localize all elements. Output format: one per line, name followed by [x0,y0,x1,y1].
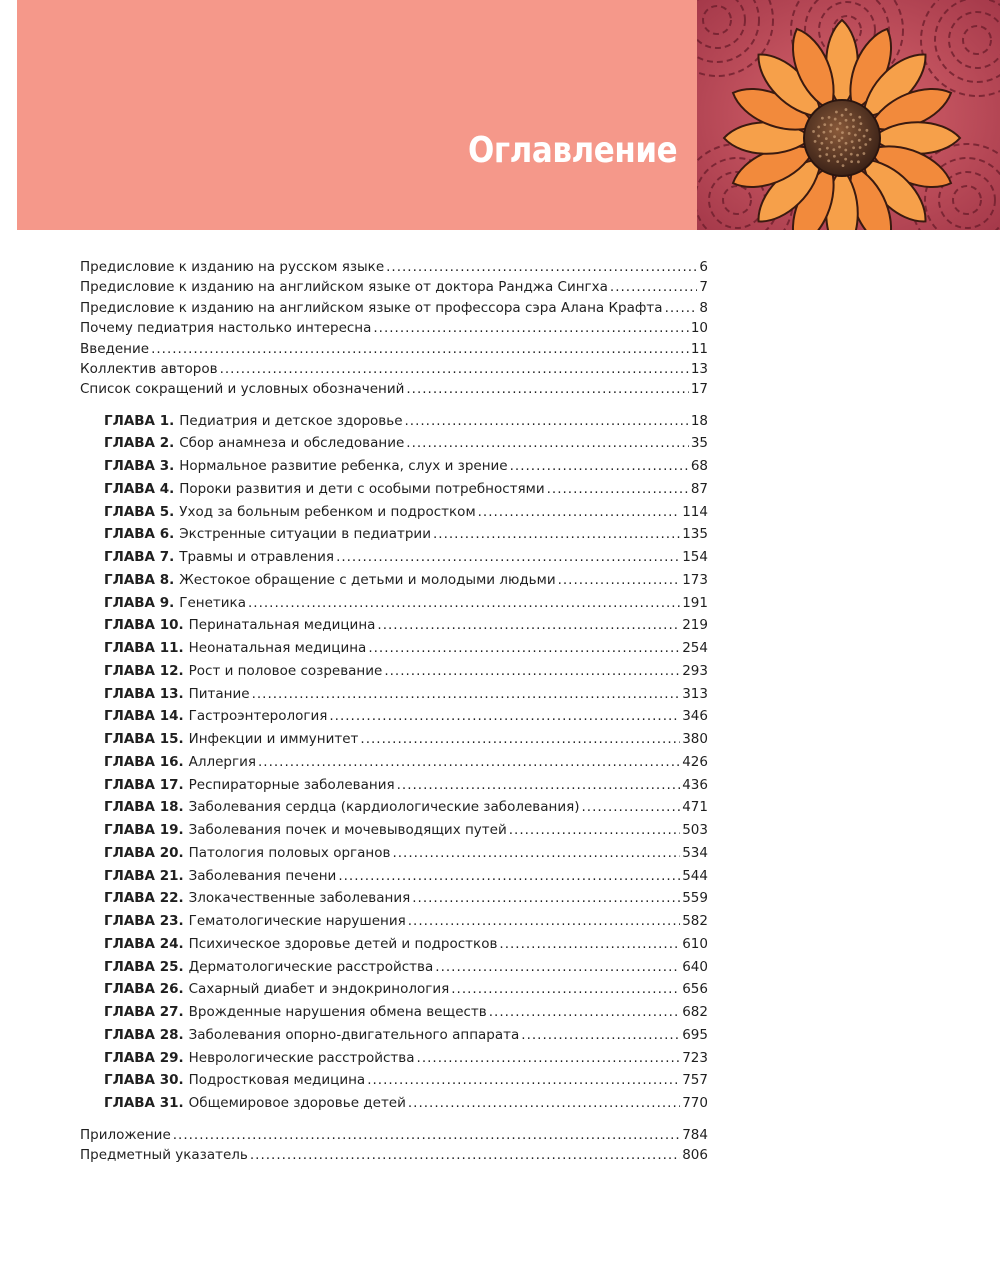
sunflower-illustration [697,0,1000,230]
dot-leader [377,614,680,637]
chapter-heading [104,774,395,797]
chapter-title: Инфекции и иммунитет [188,731,359,748]
chapter-number: ГЛАВА 23. [104,913,184,930]
dot-leader [451,978,680,1001]
page-number: 154 [682,549,708,566]
chapter-heading [104,660,382,683]
chapter-title: Неонатальная медицина [188,640,367,657]
chapter-title: Аллергия [188,753,256,770]
chapter-number: ГЛАВА 11. [104,640,184,657]
dot-leader [151,339,689,359]
dot-leader [252,683,681,706]
chapter-title: Травмы и отравления [179,549,335,566]
page-number: 471 [682,799,708,816]
chapter-title: Заболевания печени [188,867,337,884]
chapter-row[interactable] [80,432,708,455]
seed-dot [841,114,844,117]
toc-row[interactable] [80,339,708,359]
dot-leader [412,887,680,910]
chapter-title: Психическое здоровье детей и подростков [188,935,498,952]
seed-dot [852,119,855,122]
dot-leader [408,1092,680,1115]
chapter-number: ГЛАВА 25. [104,958,184,975]
chapter-heading [104,1024,519,1047]
dot-leader [406,379,688,399]
chapter-title: Нормальное развитие ребенка, слух и зрение [179,458,508,475]
seed-dot [829,130,832,133]
seed-dot [845,119,848,122]
chapter-row[interactable] [80,1069,708,1092]
page-number: 682 [682,1004,708,1021]
page-number: 10 [690,320,708,337]
seed-dot [849,113,852,116]
seed-dot [838,139,841,142]
chapter-heading [104,1069,365,1092]
chapter-heading [104,478,545,501]
header-band [17,0,697,230]
chapter-title: Педиатрия и детское здоровье [179,412,403,429]
front-matter-list [80,257,708,400]
toc-row[interactable] [80,379,708,399]
chapter-row[interactable] [80,614,708,637]
chapter-row[interactable] [80,978,708,1001]
seed-dot [865,129,868,132]
chapter-number: ГЛАВА 15. [104,731,184,748]
seed-dot [858,116,861,119]
seed-dot [828,116,831,119]
chapter-title: Неврологические расстройства [188,1049,415,1066]
page-number: 656 [682,981,708,998]
chapter-heading [104,887,410,910]
page-number: 6 [699,258,708,275]
seed-dot [854,134,857,137]
toc-label: Приложение [80,1126,171,1143]
chapter-title: Генетика [179,594,246,611]
dot-leader [499,933,680,956]
chapter-heading [104,751,256,774]
chapter-row[interactable] [80,501,708,524]
page-number: 723 [682,1049,708,1066]
chapter-row[interactable] [80,455,708,478]
seed-dot [858,139,861,142]
seed-dot [825,137,828,140]
seed-dot [852,146,855,149]
page-number: 695 [682,1026,708,1043]
seed-dot [817,126,820,129]
toc-label: Почему педиатрия настолько интересна [80,320,372,337]
page-number: 380 [682,731,708,748]
chapter-row[interactable] [80,592,708,615]
seed-dot [856,154,859,157]
page-number: 35 [690,435,708,452]
dot-leader [489,1001,680,1024]
dot-leader [406,432,689,455]
chapter-title: Сбор анамнеза и обследование [179,435,405,452]
chapter-row[interactable] [80,683,708,706]
chapter-number: ГЛАВА 21. [104,867,184,884]
chapter-row[interactable] [80,819,708,842]
chapter-title: Перинатальная медицина [188,617,376,634]
seed-dot [839,122,842,125]
dot-leader [509,819,680,842]
dot-leader [435,956,680,979]
chapter-row[interactable] [80,1001,708,1024]
dot-leader [220,359,689,379]
chapter-title: Уход за больным ребенком и подростком [179,503,476,520]
dot-leader [248,592,680,615]
dot-leader [250,1145,680,1165]
chapter-heading [104,614,375,637]
chapter-row[interactable] [80,933,708,956]
chapter-row[interactable] [80,523,708,546]
seed-dot [848,132,851,135]
chapter-heading [104,842,390,865]
page-number: 135 [682,526,708,543]
toc-row[interactable] [80,318,708,338]
chapter-number: ГЛАВА 20. [104,844,184,861]
dot-leader [478,501,681,524]
seed-dot [841,137,844,140]
dot-leader [510,455,689,478]
chapter-number: ГЛАВА 29. [104,1049,184,1066]
chapter-title: Врожденные нарушения обмена веществ [188,1004,487,1021]
seed-dot [832,148,835,151]
chapter-heading [104,1047,415,1070]
chapter-number: ГЛАВА 12. [104,662,184,679]
seed-dot [819,155,822,158]
page-number: 87 [690,480,708,497]
dot-leader [665,298,698,318]
page-number: 757 [682,1072,708,1089]
page-number: 191 [682,594,708,611]
seed-dot [823,123,826,126]
chapter-title: Пороки развития и дети с особыми потребностями [179,480,545,497]
toc-label: Предисловие к изданию на английском языке от профессора сэра Алана Крафта [80,299,663,316]
chapter-number: ГЛАВА 14. [104,708,184,725]
page-number: 534 [682,844,708,861]
page-number: 11 [690,340,708,357]
chapter-title: Жестокое обращение с детьми и молодыми людьми [179,571,556,588]
page-number: 13 [690,360,708,377]
seed-dot [844,149,847,152]
chapter-heading [104,705,327,728]
chapter-number: ГЛАВА 22. [104,890,184,907]
chapter-row[interactable] [80,705,708,728]
seed-dot [835,111,838,114]
page-number: 293 [682,662,708,679]
seed-dot [842,164,845,167]
page-number: 582 [682,913,708,930]
chapter-heading [104,410,403,433]
chapter-title: Заболевания сердца (кардиологические заболевания) [188,799,580,816]
chapter-title: Гематологические нарушения [188,913,406,930]
seed-dot [830,124,833,127]
chapter-title: Гастроэнтерология [188,708,328,725]
chapter-title: Заболевания почек и мочевыводящих путей [188,822,507,839]
seed-dot [850,160,853,163]
chapter-heading [104,978,449,1001]
page-number: 17 [690,381,708,398]
seed-dot [852,125,855,128]
dot-leader [367,1069,680,1092]
chapter-heading [104,523,431,546]
chapter-heading [104,910,406,933]
chapter-number: ГЛАВА 17. [104,776,184,793]
dot-leader [338,865,680,888]
chapter-number: ГЛАВА 5. [104,503,175,520]
page-number: 8 [699,299,708,316]
chapter-title: Сахарный диабет и эндокринология [188,981,450,998]
seed-dot [833,135,836,138]
chapter-number: ГЛАВА 30. [104,1072,184,1089]
seed-dot [850,153,853,156]
chapter-number: ГЛАВА 31. [104,1095,184,1112]
chapter-number: ГЛАВА 24. [104,935,184,952]
chapter-heading [104,432,404,455]
chapter-number: ГЛАВА 13. [104,685,184,702]
chapter-row[interactable] [80,1024,708,1047]
chapter-heading [104,796,580,819]
sunflower-icon [697,0,1000,230]
page-number: 7 [699,279,708,296]
dot-leader [558,569,681,592]
chapter-heading [104,728,358,751]
chapter-title: Дерматологические расстройства [188,958,434,975]
seed-dot [864,143,867,146]
chapter-number: ГЛАВА 7. [104,549,175,566]
chapter-title: Злокачественные заболевания [188,890,411,907]
chapter-list [80,410,708,1115]
chapter-title: Питание [188,685,250,702]
seed-dot [812,130,815,133]
chapter-heading [104,569,556,592]
chapter-heading [104,455,508,478]
seed-dot [851,140,854,143]
chapter-heading [104,501,476,524]
seed-dot [838,146,841,149]
chapter-heading [104,592,246,615]
chapter-heading [104,933,497,956]
seed-dot [822,131,825,134]
toc-row[interactable] [80,1145,708,1165]
chapter-row[interactable] [80,410,708,433]
seed-dot [857,160,860,163]
page-number: 18 [690,412,708,429]
dot-leader [582,796,681,819]
chapter-title: Подростковая медицина [188,1072,366,1089]
page-number: 806 [682,1147,708,1164]
seed-dot [845,108,848,111]
chapter-title: Заболевания опорно-двигательного аппарата [188,1026,520,1043]
seed-dot [859,146,862,149]
toc-row[interactable] [80,298,708,318]
dot-leader [397,774,681,797]
chapter-heading [104,1001,487,1024]
chapter-number: ГЛАВА 19. [104,822,184,839]
seed-dot [845,142,848,145]
chapter-row[interactable] [80,478,708,501]
dot-leader [405,410,689,433]
page-title: Оглавление [467,130,677,171]
page-number: 544 [682,867,708,884]
chapter-title: Патология половых органов [188,844,391,861]
dot-leader [408,910,680,933]
page-number: 770 [682,1095,708,1112]
page-number: 503 [682,822,708,839]
seed-dot [836,128,839,131]
page-number: 219 [682,617,708,634]
page-number: 559 [682,890,708,907]
chapter-number: ГЛАВА 8. [104,571,175,588]
chapter-number: ГЛАВА 3. [104,458,175,475]
chapter-heading [104,637,366,660]
chapter-row[interactable] [80,1092,708,1115]
page-number: 610 [682,935,708,952]
chapter-number: ГЛАВА 18. [104,799,184,816]
dot-leader [336,546,680,569]
toc-label: Введение [80,340,150,357]
chapter-title: Рост и половое созревание [188,662,383,679]
seed-dot [869,138,872,141]
seed-dot [825,153,828,156]
chapter-heading [104,956,433,979]
dot-leader [433,523,680,546]
chapter-number: ГЛАВА 2. [104,435,175,452]
seed-dot [863,152,866,155]
chapter-row[interactable] [80,774,708,797]
chapter-heading [104,865,336,888]
seed-dot [827,159,830,162]
chapter-row[interactable] [80,637,708,660]
seed-dot [846,126,849,129]
chapter-row[interactable] [80,865,708,888]
dot-leader [521,1024,680,1047]
toc-label: Коллектив авторов [80,360,218,377]
chapter-row[interactable] [80,842,708,865]
chapter-row[interactable] [80,660,708,683]
toc-label: Предметный указатель [80,1147,248,1164]
chapter-row[interactable] [80,956,708,979]
chapter-heading [104,683,250,706]
seed-dot [826,147,829,150]
chapter-number: ГЛАВА 1. [104,412,175,429]
toc-row[interactable] [80,277,708,297]
chapter-heading [104,1092,406,1115]
seed-dot [833,155,836,158]
seed-dot [830,141,833,144]
chapter-title: Респираторные заболевания [188,776,395,793]
page-number: 426 [682,753,708,770]
dot-leader [329,705,680,728]
toc-label: Предисловие к изданию на английском языке от доктора Ранджа Сингха [80,279,608,296]
chapter-row[interactable] [80,910,708,933]
toc-row[interactable] [80,257,708,277]
seed-dot [858,128,861,131]
seed-dot [860,122,863,125]
back-matter-list [80,1125,708,1166]
seed-dot [820,142,823,145]
dot-leader [392,842,680,865]
dot-leader [368,637,680,660]
page-number: 436 [682,776,708,793]
seed-dot [844,158,847,161]
toc-row[interactable] [80,1125,708,1145]
dot-leader [610,277,697,297]
page-number: 313 [682,685,708,702]
page-number: 68 [690,458,708,475]
seed-dot [821,117,824,120]
table-of-contents [80,257,708,1166]
page-number: 784 [682,1126,708,1143]
chapter-row[interactable] [80,569,708,592]
seed-dot [814,140,817,143]
page-number: 346 [682,708,708,725]
chapter-row[interactable] [80,887,708,910]
page-number: 640 [682,958,708,975]
chapter-title: Экстренные ситуации в педиатрии [179,526,431,543]
chapter-row[interactable] [80,796,708,819]
chapter-row[interactable] [80,751,708,774]
chapter-number: ГЛАВА 28. [104,1026,184,1043]
chapter-number: ГЛАВА 10. [104,617,184,634]
seed-dot [863,135,866,138]
chapter-number: ГЛАВА 16. [104,753,184,770]
chapter-number: ГЛАВА 27. [104,1004,184,1021]
dot-leader [384,660,680,683]
chapter-number: ГЛАВА 4. [104,480,175,497]
dot-leader [258,751,680,774]
seed-dot [836,160,839,163]
dot-leader [547,478,689,501]
seed-dot [834,118,837,121]
seed-dot [817,134,820,137]
chapter-number: ГЛАВА 26. [104,981,184,998]
chapter-number: ГЛАВА 6. [104,526,175,543]
chapter-row[interactable] [80,1047,708,1070]
seed-dot [840,153,843,156]
seed-dot [818,148,821,151]
page-number: 254 [682,640,708,657]
dot-leader [373,318,688,338]
dot-leader [386,257,697,277]
page-number: 114 [682,503,708,520]
toc-row[interactable] [80,359,708,379]
toc-label: Список сокращений и условных обозначений [80,381,405,398]
chapter-row[interactable] [80,728,708,751]
chapter-title: Общемировое здоровье детей [188,1095,406,1112]
dot-leader [173,1125,680,1145]
dot-leader [417,1047,681,1070]
page-number: 173 [682,571,708,588]
seed-dot [841,131,844,134]
dot-leader [360,728,680,751]
chapter-heading [104,546,334,569]
toc-label: Предисловие к изданию на русском языке [80,258,385,275]
chapter-row[interactable] [80,546,708,569]
chapter-number: ГЛАВА 9. [104,594,175,611]
chapter-heading [104,819,507,842]
